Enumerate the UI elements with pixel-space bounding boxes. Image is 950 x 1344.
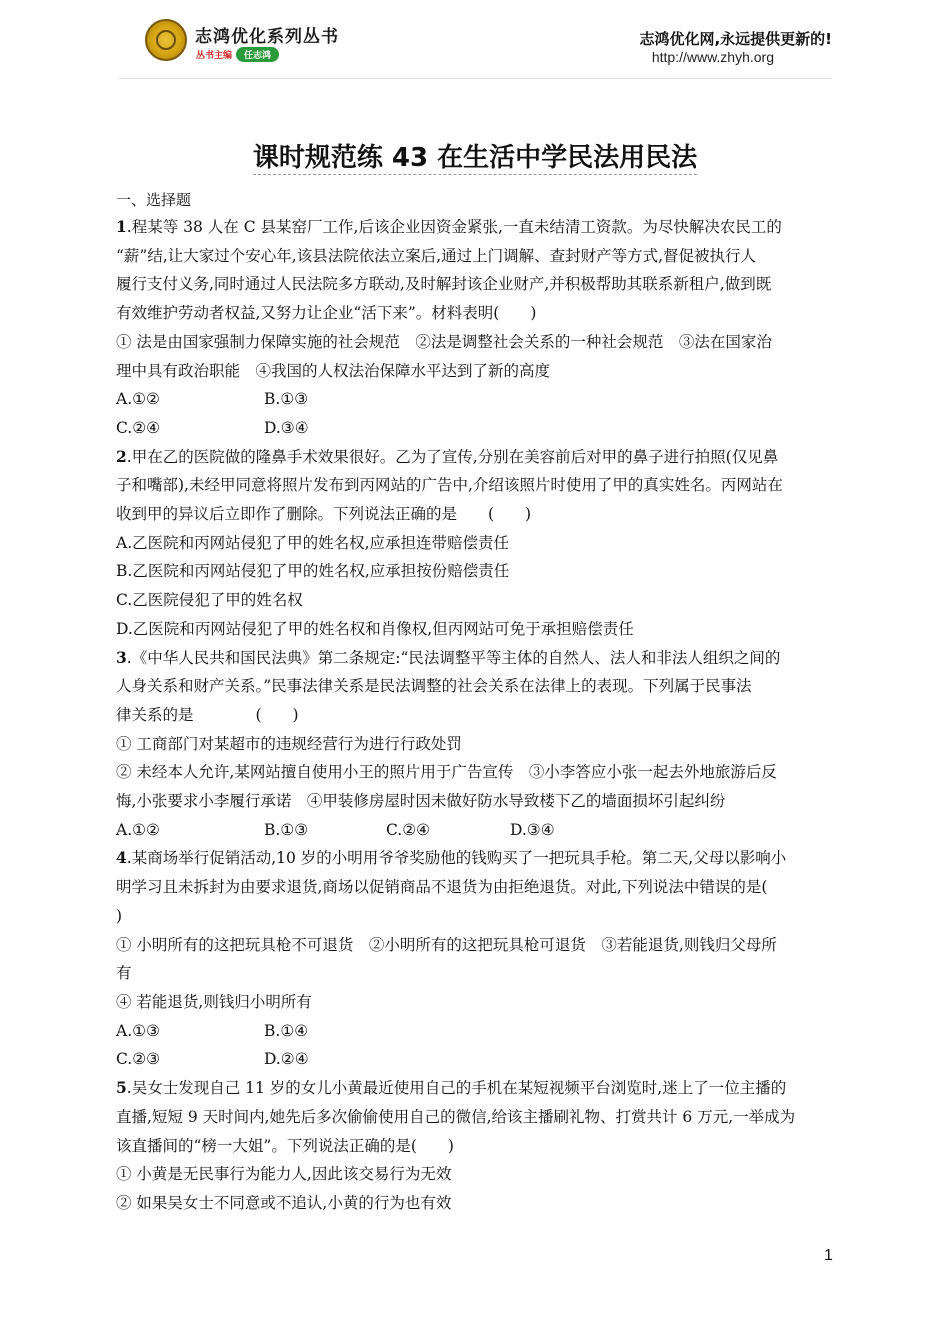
question-line bbox=[116, 443, 836, 472]
option-a: A.乙医院和丙网站侵犯了甲的姓名权,应承担连带赔偿责任 bbox=[116, 533, 510, 552]
question-line: 律关系的是 ( ) bbox=[116, 705, 299, 724]
options-row bbox=[116, 414, 836, 443]
question-1 bbox=[116, 213, 836, 443]
question-line bbox=[116, 644, 836, 673]
statement-line: ② 如果吴女士不同意或不追认,小黄的行为也有效 bbox=[116, 1193, 452, 1212]
series-title: 志鸿优化系列丛书 bbox=[195, 27, 339, 47]
statement-line: ④ 若能退货,则钱归小明所有 bbox=[116, 992, 312, 1011]
option-c: C.②③ bbox=[116, 1050, 161, 1069]
option-c: C.乙医院侵犯了甲的姓名权 bbox=[116, 591, 303, 610]
question-number: 1 bbox=[116, 217, 127, 236]
option-b: B.①③ bbox=[264, 820, 309, 839]
question-line: ) bbox=[116, 906, 123, 925]
page-title-text: 课时规范练 43 在生活中学民法用民法 bbox=[252, 143, 698, 173]
site-url-link[interactable]: http://www.zhyh.org bbox=[651, 49, 774, 65]
editor-name-badge: 任志鸿 bbox=[236, 47, 279, 62]
options-row bbox=[116, 816, 836, 845]
document-body bbox=[116, 187, 836, 1218]
question-line: 履行支付义务,同时通过人民法院多方联动,及时解封该企业财产,并积极帮助其联系新租户,做到既 bbox=[116, 275, 772, 294]
option-a: A.①② bbox=[116, 390, 160, 409]
question-line: 人身关系和财产关系。”民事法律关系是民法调整的社会关系在法律上的表现。下列属于民事法 bbox=[116, 677, 752, 696]
options-row bbox=[116, 385, 836, 414]
page-title bbox=[0, 137, 950, 174]
question-line: 有效维护劳动者权益,又努力让企业“活下来”。材料表明( ) bbox=[116, 304, 537, 323]
question-line: 该直播间的“榜一大姐”。下列说法正确的是( ) bbox=[116, 1136, 454, 1155]
option-d: D.③④ bbox=[264, 418, 309, 437]
question-4 bbox=[116, 844, 836, 1074]
header-slogan: 志鸿优化网,永远提供更新的! bbox=[639, 30, 832, 48]
page-header bbox=[0, 0, 950, 90]
question-line bbox=[116, 844, 836, 873]
section-heading: 一、选择题 bbox=[116, 191, 192, 209]
statement-line: ① 工商部门对某超市的违规经营行为进行行政处罚 bbox=[116, 734, 462, 753]
options-row bbox=[116, 1017, 836, 1046]
option-b: B.①③ bbox=[264, 390, 309, 409]
question-line: 直播,短短 9 天时间内,她先后多次偷偷使用自己的微信,给该主播刷礼物、打赏共计 6 万元,一举成为 bbox=[116, 1107, 796, 1126]
option-d: D.乙医院和丙网站侵犯了甲的姓名权和肖像权,但丙网站可免于承担赔偿责任 bbox=[116, 619, 634, 638]
question-line bbox=[116, 1074, 836, 1103]
page-number: 1 bbox=[824, 1247, 833, 1264]
question-line: 收到甲的异议后立即作了删除。下列说法正确的是 ( ) bbox=[116, 505, 532, 524]
question-5 bbox=[116, 1074, 836, 1218]
question-2 bbox=[116, 443, 836, 644]
question-line: “薪”结,让大家过个安心年,该县法院依法立案后,通过上门调解、查封财产等方式,督促被执行人 bbox=[116, 246, 757, 265]
option-a: A.①③ bbox=[116, 1021, 160, 1040]
option-c: C.②④ bbox=[386, 820, 431, 839]
question-text: .某商场举行促销活动,10 岁的小明用爷爷奖励他的钱购买了一把玩具手枪。第二天,父母以影响小 bbox=[126, 849, 787, 868]
option-d: D.③④ bbox=[510, 820, 555, 839]
question-text: .程某等 38 人在 C 县某窑厂工作,后该企业因资金紧张,一直未结清工资款。为尽快解决农民工的 bbox=[126, 218, 782, 236]
question-line: 明学习且未拆封为由要求退货,商场以促销商品不退货为由拒绝退货。对此,下列说法中错误的是( bbox=[116, 878, 768, 897]
question-number: 3 bbox=[116, 647, 127, 667]
statement-line: ① 法是由国家强制力保障实施的社会规范 ②法是调整社会关系的一种社会规范 ③法在国家治 bbox=[116, 332, 772, 351]
option-b: B.①④ bbox=[264, 1021, 309, 1040]
statement-line: 悔,小张要求小李履行承诺 ④甲装修房屋时因未做好防水导致楼下乙的墙面损坏引起纠纷 bbox=[116, 792, 726, 811]
question-text: .吴女士发现自己 11 岁的女儿小黄最近使用自己的手机在某短视频平台浏览时,迷上了一位主播的 bbox=[126, 1079, 787, 1098]
question-text: .甲在乙的医院做的隆鼻手术效果很好。乙为了宣传,分别在美容前后对甲的鼻子进行拍照(仅见鼻 bbox=[126, 447, 779, 466]
question-number: 4 bbox=[116, 848, 127, 868]
question-text: .《中华人民共和国民法典》第二条规定:“民法调整平等主体的自然人、法人和非法人组织之间的 bbox=[126, 648, 781, 667]
statement-line: ① 小黄是无民事行为能力人,因此该交易行为无效 bbox=[116, 1165, 452, 1184]
question-number: 2 bbox=[116, 446, 127, 466]
statement-line: 有 bbox=[116, 964, 132, 983]
options-row bbox=[116, 1045, 836, 1074]
question-3 bbox=[116, 644, 836, 845]
question-number: 5 bbox=[116, 1078, 127, 1098]
option-d: D.②④ bbox=[264, 1050, 309, 1069]
header-divider bbox=[118, 78, 832, 79]
statement-line: ① 小明所有的这把玩具枪不可退货 ②小明所有的这把玩具枪可退货 ③若能退货,则钱归父母所 bbox=[116, 935, 777, 954]
question-line: 子和嘴部),未经甲同意将照片发布到丙网站的广告中,介绍该照片时使用了甲的真实姓名。丙网站在 bbox=[116, 476, 783, 495]
editor-label: 丛书主编 bbox=[196, 50, 233, 61]
option-b: B.乙医院和丙网站侵犯了甲的姓名权,应承担按份赔偿责任 bbox=[116, 562, 510, 581]
question-line bbox=[116, 213, 836, 242]
option-c: C.②④ bbox=[116, 418, 161, 437]
series-logo-icon bbox=[145, 19, 187, 61]
editor-line bbox=[196, 47, 279, 61]
statement-line: ② 未经本人允许,某网站擅自使用小王的照片用于广告宣传 ③小李答应小张一起去外地旅游后反 bbox=[116, 763, 777, 782]
option-a: A.①② bbox=[116, 820, 160, 839]
statement-line: 理中具有政治职能 ④我国的人权法治保障水平达到了新的高度 bbox=[116, 361, 551, 380]
